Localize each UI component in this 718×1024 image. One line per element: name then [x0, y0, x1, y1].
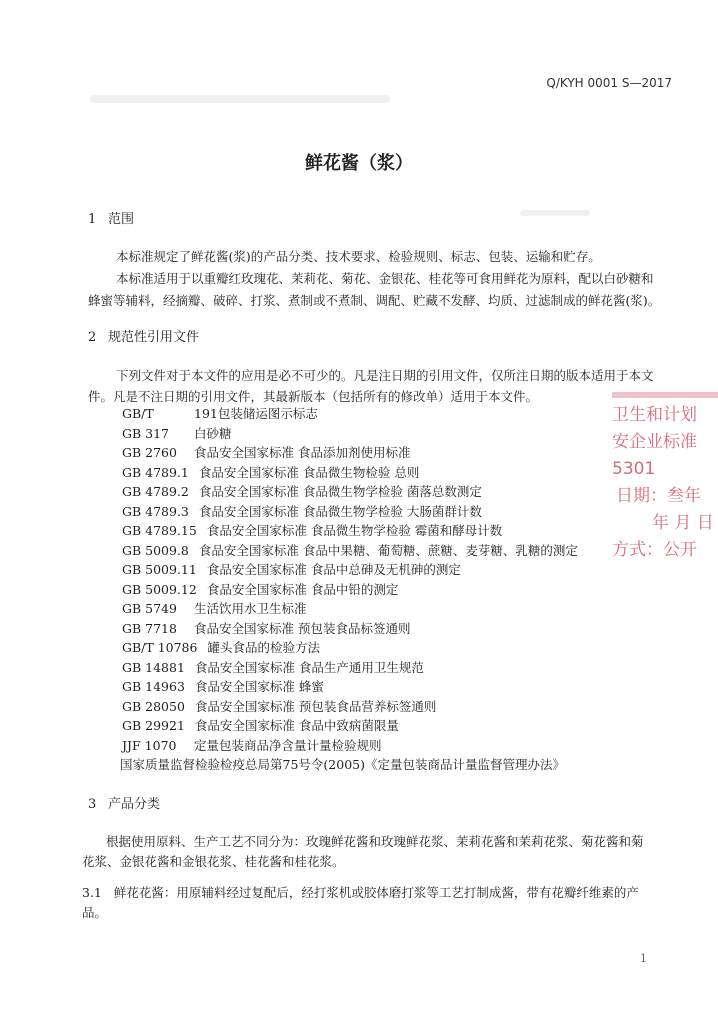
reference-code: GB 2760 [122, 445, 177, 460]
reference-item [122, 443, 410, 461]
subsection-text: 鲜花花酱：用原辅料经过复配后，经打浆机或胶体磨打浆等工艺打制成酱，带有花瓣纤维素的产 [113, 885, 639, 900]
reference-item [122, 560, 461, 578]
reference-title: 国家质量监督检验检疫总局第75号令(2005)《定量包装商品计量监督管理办法》 [120, 757, 565, 772]
reference-code: GB 5749 [122, 601, 177, 616]
document-title: 鲜花酱（浆） [305, 153, 413, 174]
reference-title: 食品安全国家标准 食品添加剂使用标准 [194, 445, 411, 460]
reference-title: 白砂糖 [194, 425, 232, 441]
reference-item [122, 502, 482, 520]
subsection-number: 3.1 [82, 885, 102, 900]
reference-title: 食品安全国家标准 食品微生物学检验 霉菌和酵母计数 [206, 523, 503, 538]
reference-code: GB 29921 [122, 718, 185, 733]
reference-title: 食品安全国家标准 蜂蜜 [194, 679, 324, 694]
stamp-line: 5301 [612, 459, 656, 479]
registration-stamp [612, 392, 718, 562]
reference-item [122, 658, 424, 676]
stamp-line: 日期：叁年 [616, 486, 701, 506]
reference-code: GB/T [122, 406, 154, 421]
reference-title: 食品安全国家标准 食品微生物学检验 菌落总数测定 [198, 484, 482, 499]
paragraph: 本标准规定了鲜花酱(浆)的产品分类、技术要求、检验规则、标志、包装、运输和贮存。 [116, 249, 601, 264]
document-code: Q/KYH 0001 S—2017 [546, 76, 672, 90]
reference-code: GB 4789.1 [122, 464, 189, 480]
reference-code: GB 7718 [122, 620, 177, 636]
section-heading-refs [88, 326, 199, 345]
reference-code: GB 317 [122, 425, 170, 441]
reference-title: 生活饮用水卫生标准 [194, 601, 307, 616]
reference-item [120, 755, 565, 773]
reference-item [122, 677, 324, 695]
reference-title: 定量包装商品净含量计量检验规则 [194, 737, 382, 753]
reference-item [122, 541, 578, 559]
reference-code: GB 28050 [122, 698, 185, 714]
reference-item [122, 638, 320, 656]
reference-title: 食品安全国家标准 食品生产通用卫生规范 [194, 659, 424, 675]
scan-smudge [520, 210, 590, 216]
reference-title: 食品安全国家标准 食品微生物学检验 大肠菌群计数 [198, 503, 482, 519]
reference-title: 食品安全国家标准 食品中致病菌限量 [194, 718, 399, 733]
reference-code: JJF 1070 [122, 737, 177, 753]
reference-item [122, 716, 399, 734]
subsection-paragraph [82, 883, 639, 901]
section-number: 1 [88, 212, 97, 227]
section-title: 范围 [108, 212, 135, 227]
reference-code: GB 5009.12 [122, 581, 197, 597]
reference-item [122, 463, 419, 481]
reference-item [122, 736, 382, 754]
reference-title: 食品安全国家标准 食品中铅的测定 [206, 581, 399, 597]
reference-item [122, 424, 232, 442]
reference-code: GB 5009.8 [122, 542, 189, 558]
reference-item [122, 599, 307, 617]
reference-code: GB/T 10786 [122, 640, 198, 655]
paragraph: 本标准适用于以重瓣红玫瑰花、茉莉花、菊花、金银花、桂花等可食用鲜花为原料，配以白砂糖和 [116, 271, 654, 286]
reference-item [122, 697, 436, 715]
scan-smudge [90, 95, 390, 103]
reference-title: 食品安全国家标准 预包装食品标签通则 [194, 620, 411, 636]
reference-title: 罐头食品的检验方法 [207, 640, 320, 655]
reference-item [122, 482, 482, 500]
reference-code: GB 4789.3 [122, 503, 189, 519]
reference-item [122, 404, 318, 422]
page-number: 1 [640, 952, 647, 965]
reference-title: 食品安全国家标准 食品中果糖、葡萄糖、蔗糖、麦芽糖、乳糖的测定 [198, 542, 578, 558]
reference-item [122, 521, 502, 539]
reference-item [122, 580, 398, 598]
reference-item [122, 619, 410, 637]
section-heading-scope [88, 208, 134, 227]
reference-code: GB 14963 [122, 679, 185, 694]
reference-code: GB 4789.15 [122, 523, 197, 538]
section-heading-classification [88, 793, 160, 812]
section-title: 产品分类 [108, 797, 161, 812]
paragraph: 蜂蜜等辅料，经摘瓣、破碎、打浆、煮制或不煮制、调配、贮藏不发酵、均质、过滤制成的鲜花酱(浆)。 [88, 293, 661, 308]
section-title: 规范性引用文件 [108, 330, 200, 345]
paragraph: 件。凡是不注日期的引用文件，其最新版本（包括所有的修改单）适用于本文件。 [88, 389, 539, 404]
stamp-line: 年 月 日 [652, 513, 714, 533]
reference-title: 食品安全国家标准 食品微生物检验 总则 [198, 464, 420, 480]
reference-code: GB 14881 [122, 659, 185, 675]
paragraph: 花浆、金银花酱和金银花浆、桂花酱和桂花浆。 [82, 854, 345, 869]
reference-code: GB 5009.11 [122, 562, 197, 577]
stamp-line: 方式：公开 [612, 540, 697, 560]
section-number: 3 [88, 797, 97, 812]
paragraph: 根据使用原料、生产工艺不同分为：玫瑰鲜花酱和玫瑰鲜花浆、茉莉花酱和茉莉花浆、菊花酱和菊 [106, 834, 644, 849]
reference-title: 191包装储运图示标志 [194, 406, 318, 421]
paragraph: 品。 [82, 905, 108, 920]
reference-code: GB 4789.2 [122, 484, 189, 499]
reference-title: 食品安全国家标准 预包装食品营养标签通则 [194, 698, 437, 714]
paragraph: 下列文件对于本文件的应用是必不可少的。凡是注日期的引用文件，仅所注日期的版本适用于本文 [116, 368, 654, 383]
section-number: 2 [88, 330, 97, 345]
reference-title: 食品安全国家标准 食品中总砷及无机砷的测定 [206, 562, 461, 577]
stamp-line: 安企业标准 [612, 432, 697, 452]
stamp-line: 卫生和计划 [612, 405, 697, 425]
stamp-border [612, 392, 718, 398]
